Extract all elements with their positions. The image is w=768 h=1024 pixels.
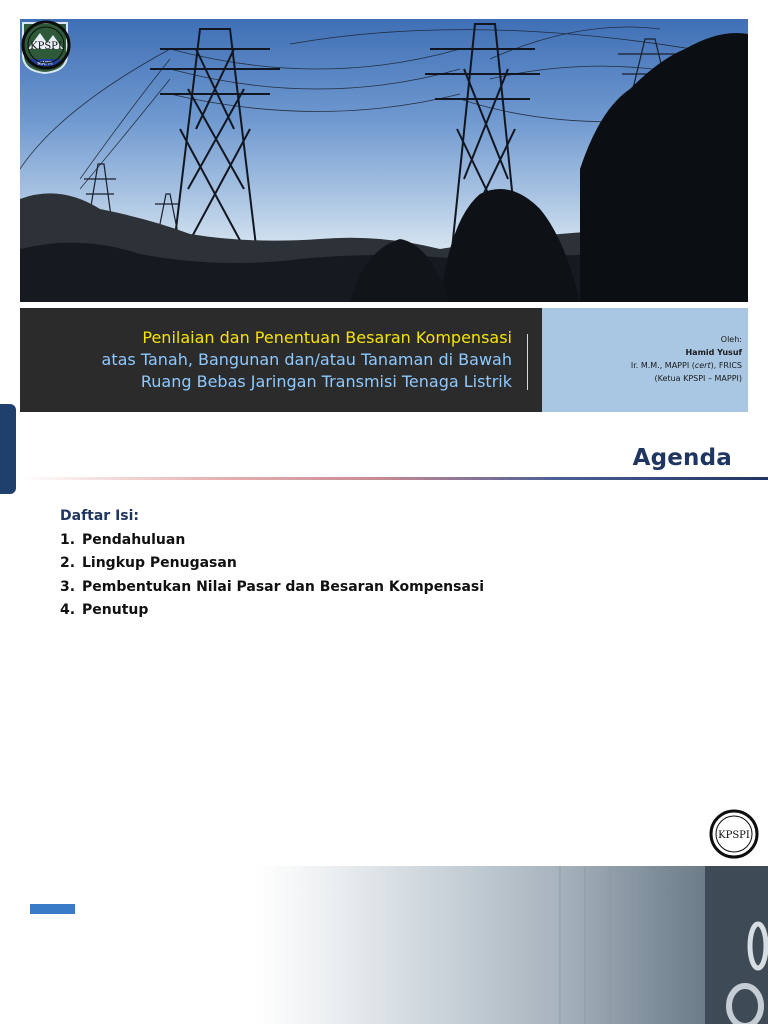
title-line-2: atas Tanah, Bangunan dan/atau Tanaman di Bawah <box>101 350 512 369</box>
author-credentials: Ir. M.M., MAPPI (cert), FRICS <box>630 361 742 370</box>
mappi-logo-text: MAPPI <box>37 61 53 67</box>
hero-photo <box>20 19 748 302</box>
kpspi-logo-small-text: KPSPI <box>718 830 750 841</box>
toc-item: 2. Lingkup Penugasan <box>60 555 237 571</box>
agenda-heading: Agenda <box>632 445 732 471</box>
toc-list <box>60 529 484 623</box>
author-by-label: Oleh: <box>720 335 742 344</box>
kpspi-logo <box>20 19 72 71</box>
presentation-title <box>20 308 512 412</box>
title-line-1: Penilaian dan Penentuan Besaran Kompensasi <box>142 328 512 347</box>
toc-item: 1. Pendahuluan <box>60 531 186 548</box>
slide-side-tab <box>0 404 16 494</box>
kpspi-logo-text: KPSPI <box>30 41 62 52</box>
author-box <box>542 308 748 412</box>
author-name: Hamid Yusuf <box>685 348 742 357</box>
title-band <box>20 308 748 412</box>
toc-title: Daftar Isi: <box>60 508 140 524</box>
bottom-photo <box>0 866 768 1024</box>
heading-underline <box>20 477 768 480</box>
toc-item: 3. Pembentukan Nilai Pasar dan Besaran Kompensasi <box>60 578 485 595</box>
key-lock-illustration <box>0 866 768 1024</box>
title-divider <box>527 334 528 390</box>
power-lines-illustration <box>20 19 748 302</box>
author-role: (Ketua KPSPI – MAPPI) <box>654 374 742 383</box>
kpspi-logo-small <box>708 808 760 860</box>
title-line-3: Ruang Bebas Jaringan Transmisi Tenaga Listrik <box>140 372 512 391</box>
accent-bar <box>30 904 75 914</box>
toc-item: 4. Penutup <box>60 602 149 618</box>
table-of-contents <box>60 505 484 623</box>
